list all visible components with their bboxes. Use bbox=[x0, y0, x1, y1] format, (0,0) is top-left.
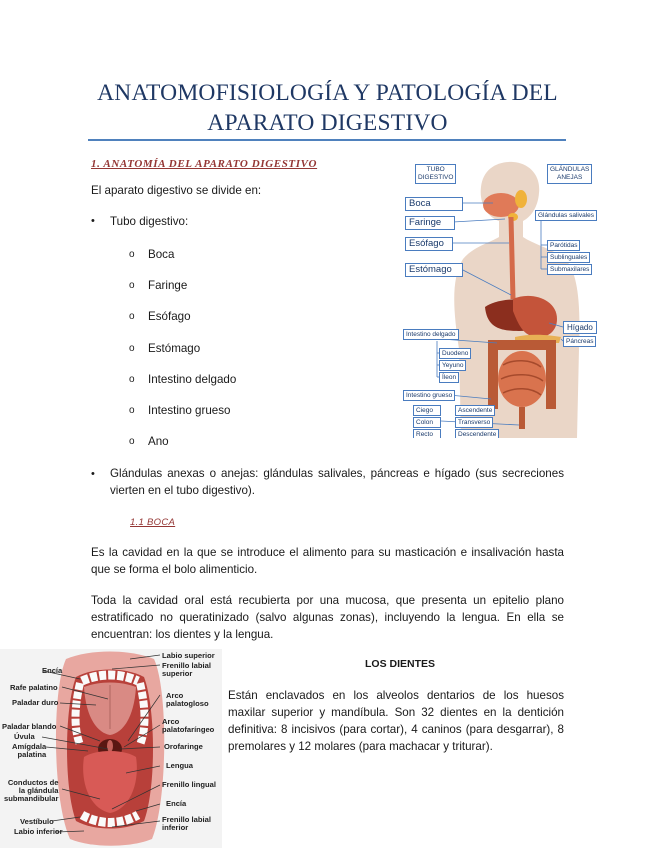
label-boca: Boca bbox=[405, 197, 463, 211]
mouth-label-vestibulo: Vestíbulo bbox=[20, 817, 54, 826]
label-glandulas-salivales: Glándulas salivales bbox=[535, 210, 597, 221]
mouth-label-encia-upper: Encía bbox=[42, 666, 63, 675]
sub-bullet-marker: o bbox=[129, 405, 135, 416]
bullet-marker: • bbox=[91, 468, 95, 480]
digestive-system-figure bbox=[401, 159, 597, 438]
boca-paragraph-2: Toda la cavidad oral está recubierta por una mucosa, que presenta un epitelio plano estratificado no queratinizado (salvo algunas zonas), incluyendo la lengua. En ella se encuentran: los dientes y la lengua. bbox=[91, 594, 564, 641]
mouth-label-frenillo-lingual: Frenillo lingual bbox=[162, 780, 217, 789]
label-parotidas: Parótidas bbox=[547, 240, 580, 251]
title-line-1: ANATOMOFISIOLOGÍA Y PATOLOGÍA DEL bbox=[97, 80, 558, 106]
label-esofago: Esófago bbox=[405, 237, 453, 251]
title-underline bbox=[88, 139, 566, 141]
bullet-tubo-digestivo: Tubo digestivo: bbox=[110, 215, 189, 228]
uvula bbox=[107, 740, 113, 752]
label-tubo-digestivo-header: TUBO DIGESTIVO bbox=[415, 164, 456, 184]
list-item: Estómago bbox=[148, 342, 201, 355]
dientes-paragraph: Están enclavados en los alveolos dentarios de los huesos maxilar superior y mandíbula. Son 32 dientes en la dentición definitiva: 8 incisivos (para cortar), 4 caninos (para desgarrar), 8 premolares y 12 molares (para machacar y triturar). bbox=[228, 689, 564, 753]
mouth-label-arco-palatogloso: Arco palatogloso bbox=[166, 691, 209, 708]
list-item: Ano bbox=[148, 435, 169, 448]
label-higado: Hígado bbox=[563, 321, 597, 334]
sub-bullet-marker: o bbox=[129, 436, 135, 447]
intro-text: El aparato digestivo se divide en: bbox=[91, 184, 262, 197]
label-intestino-grueso: Intestino grueso bbox=[403, 390, 455, 401]
mouth-label-labio-superior: Labio superior bbox=[162, 651, 215, 660]
mouth-label-amigdala: Amígdala palatina bbox=[12, 742, 47, 759]
sub-bullet-marker: o bbox=[129, 249, 135, 260]
document-title bbox=[60, 78, 595, 138]
mouth-label-lengua: Lengua bbox=[166, 761, 194, 770]
mouth-label-labio-inferior: Labio inferior bbox=[14, 827, 63, 836]
label-faringe: Faringe bbox=[405, 216, 455, 230]
list-item: Intestino delgado bbox=[148, 373, 237, 386]
label-recto: Recto bbox=[413, 429, 441, 438]
mouth-label-arco-palatofaringeo: Arco palatofaríngeo bbox=[162, 717, 215, 734]
label-transverso: Transverso bbox=[455, 417, 493, 428]
mouth-label-rafe-palatino: Rafe palatino bbox=[10, 683, 58, 692]
dientes-heading: LOS DIENTES bbox=[365, 658, 436, 670]
esophagus bbox=[511, 217, 513, 299]
label-descendente: Descendente bbox=[455, 429, 499, 438]
mouth-label-frenillo-superior: Frenillo labial superior bbox=[162, 661, 211, 678]
title-line-2: APARATO DIGESTIVO bbox=[207, 110, 448, 136]
label-pancreas: Páncreas bbox=[563, 336, 596, 347]
bullet-marker: • bbox=[91, 215, 95, 227]
bullet-glandulas: Glándulas anexas o anejas: glándulas salivales, páncreas e hígado (sus secreciones vierten en el tubo digestivo). bbox=[110, 467, 564, 497]
label-ascendente: Ascendente bbox=[455, 405, 495, 416]
list-item: Boca bbox=[148, 248, 175, 261]
list-item: Intestino grueso bbox=[148, 404, 231, 417]
list-item: Esófago bbox=[148, 310, 191, 323]
sub-bullet-marker: o bbox=[129, 343, 135, 354]
label-yeyuno: Yeyuno bbox=[439, 360, 466, 371]
list-item: Faringe bbox=[148, 279, 188, 292]
label-sublinguales: Sublinguales bbox=[547, 252, 590, 263]
boca-paragraph-1: Es la cavidad en la que se introduce el alimento para su masticación e insalivación hasta que se forma el bolo alimenticio. bbox=[91, 546, 564, 576]
mouth-label-paladar-blando: Paladar blando bbox=[2, 722, 57, 731]
mouth-label-encia-lower: Encía bbox=[166, 799, 187, 808]
label-submaxilares: Submaxilares bbox=[547, 264, 592, 275]
label-intestino-delgado: Intestino delgado bbox=[403, 329, 459, 340]
sub-bullet-marker: o bbox=[129, 374, 135, 385]
label-duodeno: Duodeno bbox=[439, 348, 471, 359]
section-heading-boca: 1.1 BOCA bbox=[130, 517, 176, 528]
label-ciego: Ciego bbox=[413, 405, 441, 416]
mouth-label-orofaringe: Orofaringe bbox=[164, 742, 203, 751]
oral-cavity-figure bbox=[0, 649, 222, 848]
mouth-label-conductos: Conductos de la glándula submandibular bbox=[4, 778, 59, 803]
label-estomago: Estómago bbox=[405, 263, 463, 277]
mouth-label-frenillo-inferior: Frenillo labial inferior bbox=[162, 815, 211, 832]
sub-bullet-marker: o bbox=[129, 311, 135, 322]
label-glandulas-anejas-header: GLÁNDULAS ANEJAS bbox=[547, 164, 592, 184]
parotid-gland bbox=[515, 190, 527, 208]
mouth-label-uvula: Úvula bbox=[14, 732, 35, 741]
sub-bullet-marker: o bbox=[129, 280, 135, 291]
label-colon: Colon bbox=[413, 417, 441, 428]
label-ileon: Íleon bbox=[439, 372, 459, 383]
section-heading-anatomia: 1. ANATOMÍA DEL APARATO DIGESTIVO bbox=[91, 158, 318, 170]
mouth-label-paladar-duro: Paladar duro bbox=[12, 698, 59, 707]
